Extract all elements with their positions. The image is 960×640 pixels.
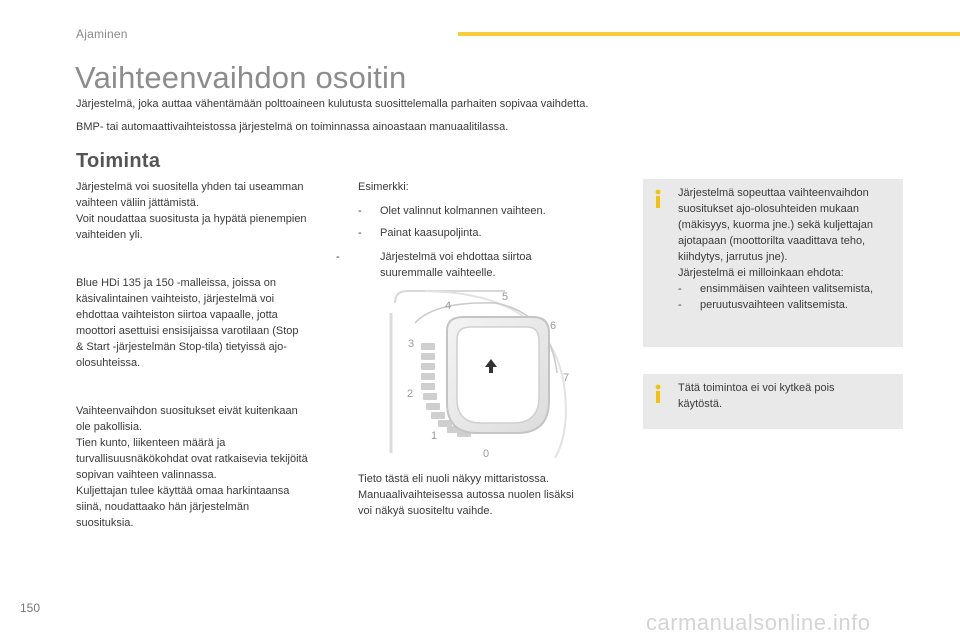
intro-line-2: BMP- tai automaattivaihteistossa järjestelmä on toiminnassa ainoastaan manuaalitilassa. [76, 121, 509, 133]
page-number: 150 [20, 601, 41, 615]
left-paragraph-1: Järjestelmä voi suositella yhden tai useamman vaihteen väliin jättämistä. Voit noudattaa suositusta ja hypätä pienempien vaihteiden yli. [76, 181, 307, 241]
info-box-2-text: Tätä toimintoa ei voi kytkeä pois käytöstä. [678, 382, 835, 410]
intro-line-1: Järjestelmä, joka auttaa vähentämään polttoaineen kulutusta suosittelemalla parhaiten sopivaa vaihdetta. [76, 98, 589, 110]
example-step-2: - Painat kaasupoljinta. [358, 227, 482, 239]
watermark-text: carmanualsonline.info [646, 610, 871, 635]
info-bullet: - peruutusvaihteen valitsemista. [678, 299, 848, 311]
info-box-1 [643, 179, 903, 347]
info-bullet: - ensimmäisen vaihteen valitsemista, [678, 283, 874, 295]
example-label: Esimerkki: [358, 181, 409, 193]
tick-label: 3 [408, 338, 415, 350]
gear-shift-indicator-illustration [385, 283, 585, 463]
step-marker: - [336, 251, 340, 263]
tick-label: 4 [445, 300, 452, 312]
example-step-1: - Olet valinnut kolmannen vaihteen. [358, 205, 546, 217]
info-box-2 [643, 374, 903, 429]
left-paragraph-2: Blue HDi 135 ja 150 -malleissa, joissa on käsivalintainen vaihteisto, järjestelmä voi ehdottaa vaihteiston siirtoa vapaalle, jotta moottori asettuisi ensisijaissa varotilaan (Stop & Start -järjestelmän Stop-tila) tietyissä ajo- olosuhteissa. [76, 277, 299, 369]
tick-label: 6 [550, 320, 557, 332]
tick-label: 7 [563, 372, 570, 384]
example-step-3: - Järjestelmä voi ehdottaa siirtoa suuremmalle vaihteelle. [336, 251, 532, 279]
left-paragraph-3: Vaihteenvaihdon suositukset eivät kuitenkaan ole pakollisia. Tien kunto, liikenteen määrä ja turvallisuusnäkökohdat ovat ratkaisevia tekijöitä sopivan vaihteen valinnassa. Kuljettajan tulee käyttää omaa harkintaansa siinä, noudattaako hän järjestelmän suosituksia. [76, 405, 308, 529]
header-accent-bar [458, 32, 960, 36]
tick-label: 5 [502, 291, 509, 303]
tick-label: 1 [431, 430, 438, 442]
illustration-caption: Tieto tästä eli nuoli näkyy mittaristossa. Manuaalivaihteisessa autossa nuolen lisäksi voi näkyä suositeltu vaihde. [358, 473, 574, 517]
page-title: Vaihteenvaihdon osoitin [75, 60, 407, 95]
step-marker: - [358, 227, 362, 239]
central-display-screen [457, 327, 539, 423]
info-icon [653, 189, 663, 209]
section-heading: Toiminta [76, 150, 161, 172]
tick-label: 0 [483, 448, 490, 460]
info-icon [653, 384, 663, 404]
tick-label: 2 [407, 388, 414, 400]
section-label: Ajaminen [76, 27, 128, 41]
info-box-1-text: Järjestelmä sopeuttaa vaihteenvaihdon suositukset ajo-olosuhteiden mukaan (mäkisyys, kuorma jne.) sekä kuljettajan ajotapaan (moottorilta vaadittava teho, kiihdytys, jarrutus jne). Järjestelmä ei milloinkaan ehdota: - ensimmäisen vaihteen valitsemista, - peruutusvaihteen valitsemista. [678, 187, 874, 311]
step-marker: - [358, 205, 362, 217]
